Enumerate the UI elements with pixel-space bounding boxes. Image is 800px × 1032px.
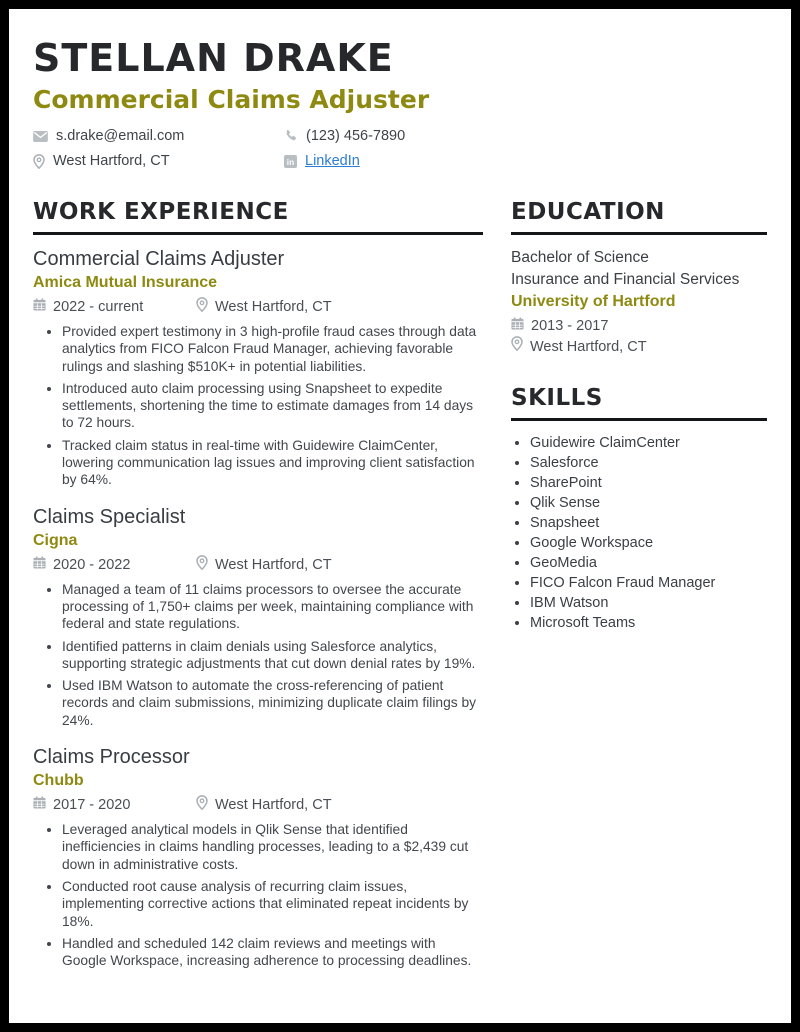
job-bullet: • Tracked claim status in real-time with Guidewire ClaimCenter, lowering communication lag issues and improving client satisfaction by 64%.: [62, 437, 483, 489]
job-bullet: • Handled and scheduled 142 claim reviews and meetings with Google Workspace, increasing adherence to processing deadlines.: [62, 935, 483, 970]
location-text: West Hartford, CT: [53, 153, 170, 169]
job-location: [196, 297, 332, 318]
skill-item: • GeoMedia: [530, 553, 767, 573]
svg-text:in: in: [286, 156, 295, 167]
skill-item: • FICO Falcon Fraud Manager: [530, 573, 767, 593]
skill-item: • Qlik Sense: [530, 493, 767, 513]
contact-email: [33, 128, 284, 144]
skill-item: • SharePoint: [530, 473, 767, 493]
education-school: University of Hartford: [511, 293, 676, 310]
job-bullet: • Used IBM Watson to automate the cross-referencing of patient records and claim submissions, minimizing duplicate claim filings by 24%.: [62, 677, 483, 729]
linkedin-icon: [284, 155, 297, 168]
resume-body: [33, 199, 767, 985]
job-location: [196, 555, 332, 576]
job-meta: [33, 795, 483, 816]
candidate-name: STELLAN DRAKE: [33, 36, 394, 80]
job-meta: [33, 555, 483, 576]
job-dates-text: 2017 - 2020: [53, 797, 131, 814]
location-pin-icon: [511, 336, 523, 357]
contact-phone: [284, 128, 535, 144]
contact-location: [33, 153, 284, 169]
location-pin-icon: [196, 795, 208, 816]
skills-heading: SKILLS: [511, 385, 767, 421]
skills-section: [511, 385, 767, 633]
phone-text: (123) 456-7890: [306, 128, 406, 144]
job-bullet: • Provided expert testimony in 3 high-profile fraud cases through data analytics from FICO Falcon Fraud Manager, achieving favorable rulings and slashing $510K+ in potential liabilities.: [62, 323, 483, 375]
linkedin-link[interactable]: LinkedIn: [305, 153, 360, 169]
calendar-icon: [33, 298, 46, 317]
education-dates: [511, 316, 767, 336]
job-bullet: • Introduced auto claim processing using Snapsheet to expedite settlements, shortening the time to estimate damages from 14 days to 72 hours.: [62, 380, 483, 432]
location-pin-icon: [33, 154, 45, 169]
education-location-text: West Hartford, CT: [530, 338, 647, 355]
job-company: Chubb: [33, 772, 84, 790]
job-dates-text: 2022 - current: [53, 299, 144, 315]
education-location: [511, 336, 767, 357]
education-field: Insurance and Financial Services: [511, 271, 740, 288]
resume-sidebar: [511, 199, 767, 985]
calendar-icon: [33, 796, 46, 815]
email-text: s.drake@email.com: [56, 128, 185, 144]
job-title: Commercial Claims Adjuster: [33, 248, 285, 270]
job-entry-chubb: [33, 745, 483, 969]
education-dates-text: 2013 - 2017: [531, 318, 609, 334]
job-company: Amica Mutual Insurance: [33, 274, 218, 291]
job-bullet: • Leveraged analytical models in Qlik Sense that identified inefficiencies in claims handling processes, leading to a $2,439 cut down in administrative costs.: [62, 821, 483, 873]
location-pin-icon: [196, 555, 208, 576]
calendar-icon: [33, 556, 46, 575]
skills-list: [511, 433, 767, 633]
job-entry-cigna: [33, 505, 483, 729]
job-company: Cigna: [33, 531, 78, 549]
phone-icon: [284, 129, 298, 143]
education-degree: Bachelor of Science: [511, 249, 649, 266]
job-bullet-list: [33, 821, 483, 969]
skill-item: • Google Workspace: [530, 533, 767, 553]
job-location: [196, 795, 332, 816]
skill-item: • Snapsheet: [530, 513, 767, 533]
skill-item: • Salesforce: [530, 453, 767, 473]
mail-icon: [33, 131, 48, 142]
skill-item: • IBM Watson: [530, 593, 767, 613]
contact-row: [33, 128, 767, 169]
candidate-headline: Commercial Claims Adjuster: [33, 85, 430, 114]
job-meta: [33, 297, 483, 318]
job-bullet: • Identified patterns in claim denials using Salesforce analytics, supporting strategic adjustments that cut down denial rates by 19%.: [62, 638, 483, 673]
job-location-text: West Hartford, CT: [215, 556, 332, 573]
job-bullet-list: [33, 323, 483, 489]
work-experience-heading: WORK EXPERIENCE: [33, 199, 483, 235]
job-dates: [33, 298, 196, 317]
education-heading: EDUCATION: [511, 199, 767, 235]
skill-item: • Microsoft Teams: [530, 613, 767, 633]
education-section: [511, 199, 767, 357]
calendar-icon: [511, 316, 524, 336]
job-bullet-list: [33, 581, 483, 729]
location-pin-icon: [196, 297, 208, 318]
job-bullet: • Managed a team of 11 claims processors to oversee the accurate processing of 1,750+ claims per week, maintaining compliance with federal and state regulations.: [62, 581, 483, 633]
job-bullet: • Conducted root cause analysis of recurring claim issues, implementing corrective actions that eliminated repeat incidents by 18%.: [62, 878, 483, 930]
job-location-text: West Hartford, CT: [215, 797, 332, 814]
job-dates: [33, 796, 196, 815]
skill-item: • Guidewire ClaimCenter: [530, 433, 767, 453]
job-title: Claims Processor: [33, 746, 190, 769]
contact-linkedin: [284, 153, 535, 169]
resume-header: [33, 37, 767, 169]
work-experience-section: [33, 199, 483, 985]
job-location-text: West Hartford, CT: [215, 299, 332, 315]
job-title: Claims Specialist: [33, 505, 186, 528]
job-dates-text: 2020 - 2022: [53, 556, 131, 573]
job-dates: [33, 556, 196, 575]
job-entry-amica: [33, 247, 483, 489]
